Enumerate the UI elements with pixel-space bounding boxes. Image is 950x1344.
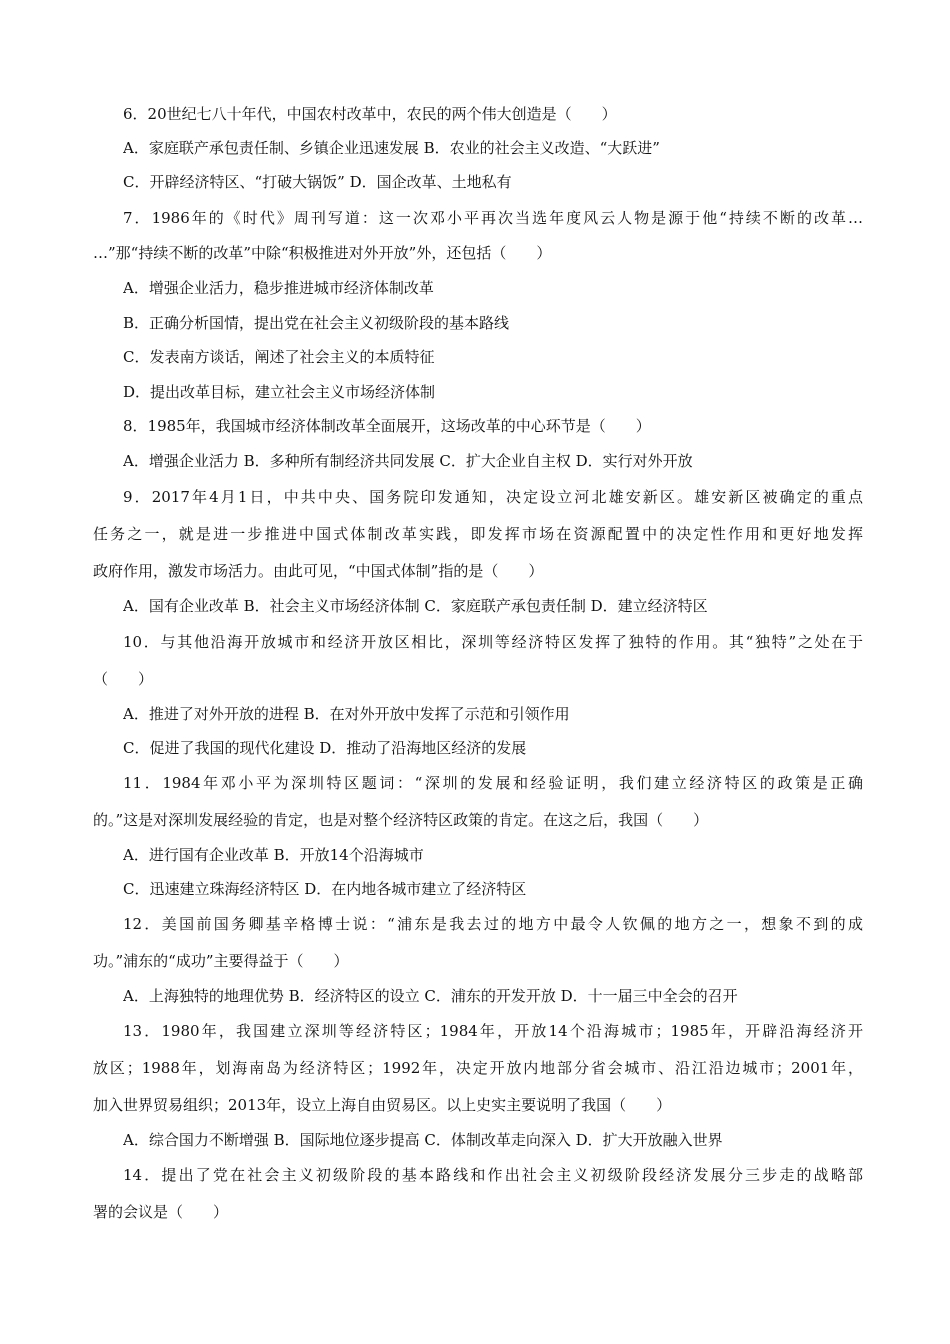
question-7-option-d: D．提出改革目标，建立社会主义市场经济体制 bbox=[123, 383, 436, 401]
question-9-stem-line-2: 任务之一，就是进一步推进中国式体制改革实践，即发挥市场在资源配置中的决定性作用和更好地发挥 bbox=[93, 525, 863, 543]
question-12-option-line-1: A．上海独特的地理优势 B．经济特区的设立 C．浦东的开发开放 D．十一届三中全会的召开 bbox=[123, 987, 738, 1005]
question-13-option-line-1: A．综合国力不断增强 B．国际地位逐步提高 C．体制改革走向深入 D．扩大开放融入世界 bbox=[123, 1131, 723, 1149]
question-10-option-line-1: A．推进了对外开放的进程 B．在对外开放中发挥了示范和引领作用 bbox=[123, 705, 570, 723]
question-13-stem-line-3: 加入世界贸易组织；2013年，设立上海自由贸易区。以上史实主要说明了我国（ ） bbox=[93, 1096, 672, 1114]
question-6-option-line-2: C．开辟经济特区、“打破大锅饭” D．国企改革、土地私有 bbox=[123, 173, 512, 191]
question-7-option-a: A．增强企业活力，稳步推进城市经济体制改革 bbox=[123, 279, 434, 297]
question-13-stem-line-2: 放区；1988年，划海南岛为经济特区；1992年，决定开放内地部分省会城市、沿江沿边城市；2001年， bbox=[93, 1059, 863, 1077]
question-9-stem-line-1: 9．2017年4月1日，中共中央、国务院印发通知，决定设立河北雄安新区。雄安新区被确定的重点 bbox=[123, 488, 863, 506]
question-10-stem-line-2: （ ） bbox=[93, 670, 154, 688]
question-12-stem-line-2: 功。”浦东的“成功”主要得益于（ ） bbox=[93, 952, 349, 970]
question-6-stem-line-1: 6．20世纪七八十年代，中国农村改革中，农民的两个伟大创造是（ ） bbox=[123, 105, 617, 123]
question-14-stem-line-2: 署的会议是（ ） bbox=[93, 1203, 229, 1221]
question-11-option-line-1: A．进行国有企业改革 B．开放14个沿海城市 bbox=[123, 846, 424, 864]
question-6-option-line-1: A．家庭联产承包责任制、乡镇企业迅速发展 B．农业的社会主义改造、“大跃进” bbox=[123, 139, 660, 157]
question-7-stem-line-1: 7．1986年的《时代》周刊写道：这一次邓小平再次当选年度风云人物是源于他“持续不断的改革… bbox=[123, 209, 863, 227]
question-9-option-line-1: A．国有企业改革 B．社会主义市场经济体制 C．家庭联产承包责任制 D．建立经济特区 bbox=[123, 597, 708, 615]
question-7-option-b: B．正确分析国情，提出党在社会主义初级阶段的基本路线 bbox=[123, 314, 510, 332]
question-9-stem-line-3: 政府作用，激发市场活力。由此可见，“中国式体制”指的是（ ） bbox=[93, 562, 544, 580]
question-11-stem-line-1: 11．1984年邓小平为深圳特区题词：“深圳的发展和经验证明，我们建立经济特区的政策是正确 bbox=[123, 774, 863, 792]
question-10-stem-line-1: 10．与其他沿海开放城市和经济开放区相比，深圳等经济特区发挥了独特的作用。其“独特”之处在于 bbox=[123, 633, 863, 651]
question-12-stem-line-1: 12．美国前国务卿基辛格博士说：“浦东是我去过的地方中最令人钦佩的地方之一，想象不到的成 bbox=[123, 915, 863, 933]
question-7-option-c: C．发表南方谈话，阐述了社会主义的本质特征 bbox=[123, 348, 435, 366]
question-8-stem-line-1: 8．1985年，我国城市经济体制改革全面展开，这场改革的中心环节是（ ） bbox=[123, 417, 651, 435]
question-10-option-line-2: C．促进了我国的现代化建设 D．推动了沿海地区经济的发展 bbox=[123, 739, 527, 757]
question-14-stem-line-1: 14．提出了党在社会主义初级阶段的基本路线和作出社会主义初级阶段经济发展分三步走的战略部 bbox=[123, 1166, 863, 1184]
question-8-option-line-1: A．增强企业活力 B．多种所有制经济共同发展 C．扩大企业自主权 D．实行对外开放 bbox=[123, 452, 693, 470]
question-11-option-line-2: C．迅速建立珠海经济特区 D．在内地各城市建立了经济特区 bbox=[123, 880, 527, 898]
question-7-stem-line-2: …”那“持续不断的改革”中除“积极推进对外开放”外，还包括（ ） bbox=[93, 244, 552, 262]
question-13-stem-line-1: 13．1980年，我国建立深圳等经济特区；1984年，开放14个沿海城市；1985年，开辟沿海经济开 bbox=[123, 1022, 863, 1040]
question-11-stem-line-2: 的。”这是对深圳发展经验的肯定，也是对整个经济特区政策的肯定。在这之后，我国（ ） bbox=[93, 811, 709, 829]
